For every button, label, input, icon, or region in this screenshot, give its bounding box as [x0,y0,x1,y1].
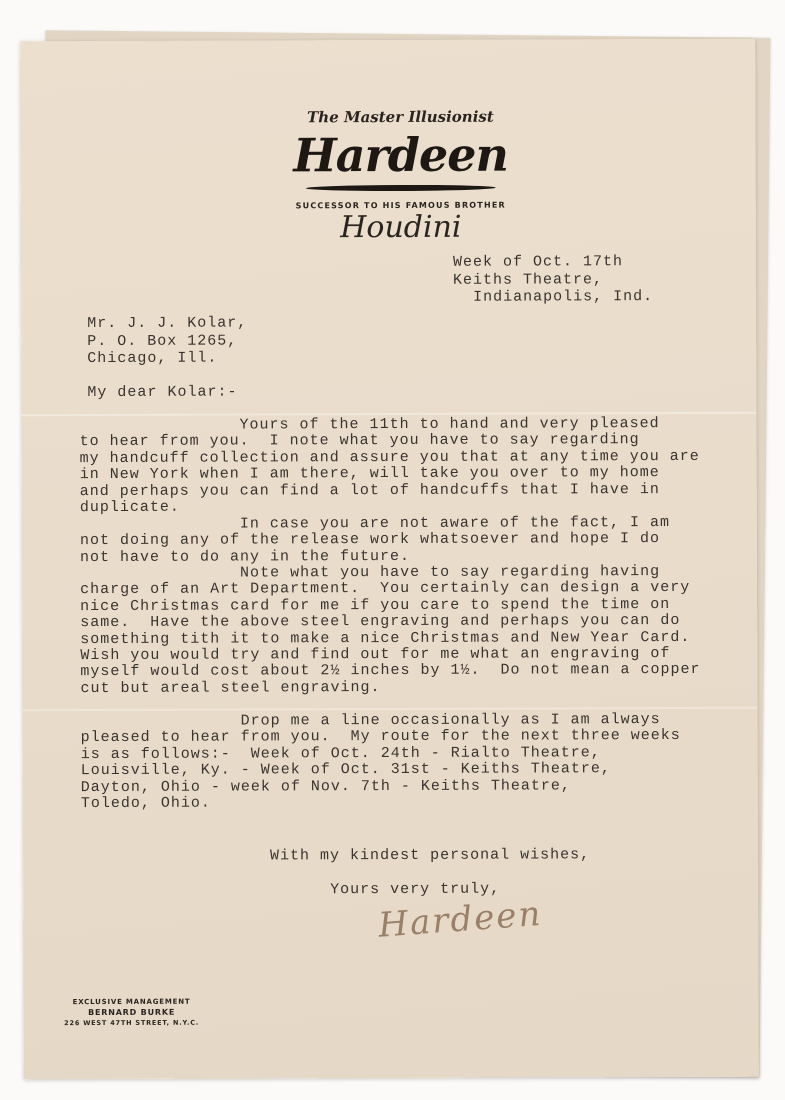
footer-address: 226 WEST 47TH STREET, N.Y.C. [64,1018,200,1028]
paragraph-4-line: is as follows:- Week of Oct. 24th - Rialto Theatre, [80,744,601,763]
letterhead-tagline: The Master Illusionist [307,107,494,127]
signoff: Yours very truly, [330,880,501,899]
paragraph-1-line: duplicate. [79,498,180,517]
paragraph-1-line: Yours of the 11th to hand and very pleased [239,415,660,434]
paragraph-3-line: Note what you have to say regarding having [240,563,661,582]
logo-swash [306,185,496,192]
paragraph-3-line: same. Have the above steel engraving and perhaps you can do [80,612,681,632]
paragraph-2-line: not doing any of the release work whatsoever and hope I do [79,530,661,550]
recipient-line: Mr. J. J. Kolar, [87,314,248,333]
letter-sheet [20,39,759,1080]
paragraph-3-line: Wish you would try and find out for me what an engraving of [80,645,671,665]
paragraph-2-line: not have to do any in the future. [79,547,411,566]
paragraph-3-line: myself would cost about 2½ inches by 1½. Do not mean a copper [80,661,701,681]
paragraph-1-line: and perhaps you can find a lot of handcuffs that I have in [79,480,660,500]
paragraph-4-line: Toledo, Ohio. [80,794,211,813]
paragraph-4-line: Dayton, Ohio - week of Nov. 7th - Keiths Theatre, [80,776,571,796]
salutation: My dear Kolar:- [87,383,238,402]
paragraph-4-line: Louisville, Ky. - Week of Oct. 31st - Keiths Theatre, [80,760,611,780]
footer-management: EXCLUSIVE MANAGEMENT [72,997,191,1007]
closing: With my kindest personal wishes, [270,846,591,865]
date-line: Week of Oct. 17th [452,253,624,271]
paragraph-4-line: Drop me a line occasionally as I am always [240,711,661,730]
paragraph-1-line: in New York when I am there, will take you over to my home [79,464,660,484]
date-line: Indianapolis, Ind. [453,288,654,306]
date-line: Keiths Theatre, [452,270,604,289]
paragraph-1-line: my handcuff collection and assure you that at any time you are [79,447,700,467]
recipient-line: P. O. Box 1265, [87,332,238,350]
paragraph-3-line: charge of an Art Department. You certainly can design a very [80,579,691,599]
letterhead-houdini: Houdini [340,209,462,246]
recipient-line: Chicago, Ill. [87,349,218,368]
letterhead-logo: Hardeen [293,127,509,183]
paragraph-4-line: pleased to hear from you. My route for the next three weeks [80,727,681,747]
letterhead-successor: SUCCESSOR TO HIS FAMOUS BROTHER [295,200,506,211]
paragraph-3-line: nice Christmas card for me if you care to spend the time on [80,595,671,615]
signature: Hardeen [377,893,544,946]
paragraph-1-line: to hear from you. I note what you have to say regarding [79,431,640,451]
paragraph-2-line: In case you are not aware of the fact, I am [239,514,670,533]
footer-manager-name: BERNARD BURKE [88,1007,176,1018]
paragraph-3-line: something tith it to make a nice Christmas and New Year Card. [80,628,691,648]
paragraph-3-line: cut but areal steel engraving. [80,678,381,697]
